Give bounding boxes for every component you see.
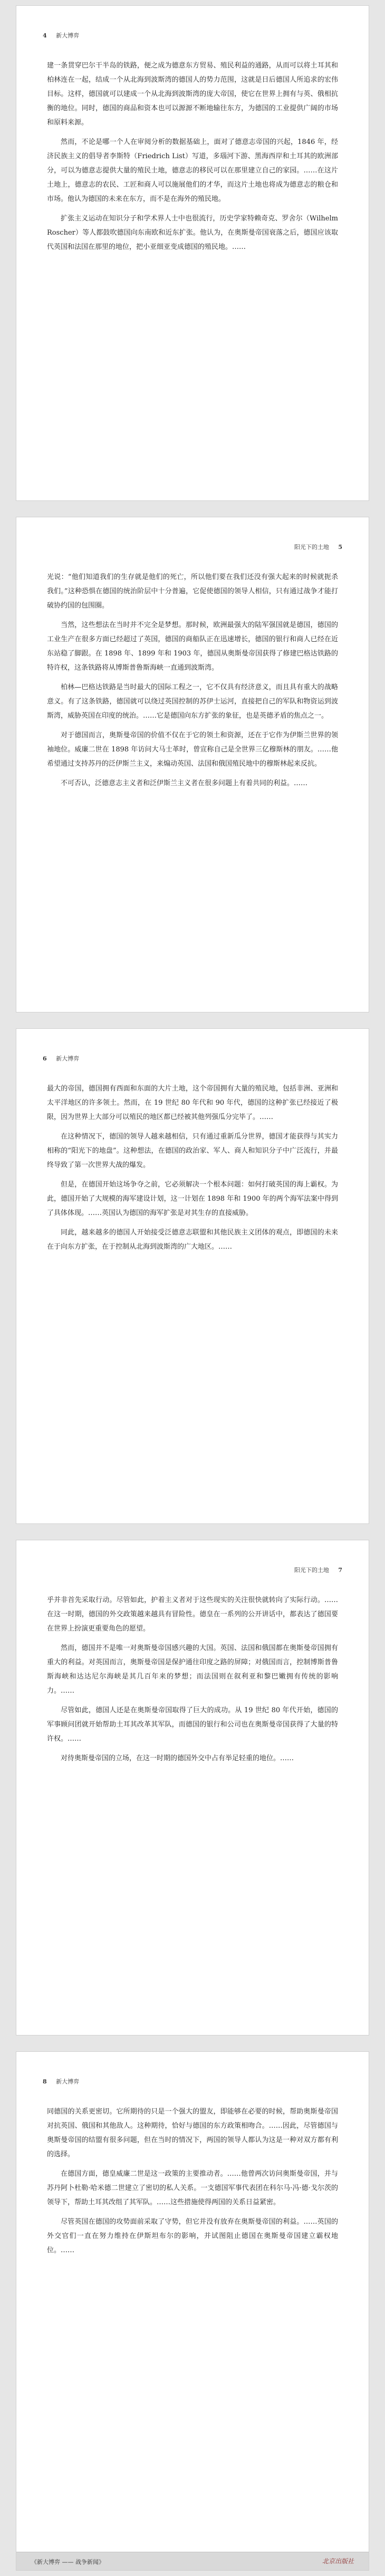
paragraph: 乎并非首先采取行动。尽管如此，护着主义者对于这些现实的关注很快就转向了实际行动。……在这一时期，德国的外交政策越来越具有冒险性。德皇在一系列的公开讲话中，都表达了德国要在世界上扮演更重要角色的愿望。 <box>47 1596 338 1633</box>
page-4 <box>16 1540 369 2035</box>
paragraph: 柏林—巴格达铁路是当时最大的国际工程之一，它不仅具有经济意义，而且具有重大的战略意义。有了这条铁路，德国就可以绕过英国控制的苏伊士运河，直接把自己的军队和物资运到波斯湾，威胁英国在印度的统治。……它是德国向东方扩张的象征，也是英德矛盾的焦点之一。 <box>47 683 338 720</box>
paragraph: 最大的帝国，德国拥有西面和东面的大片土地，这个帝国拥有大量的殖民地，包括非洲、亚洲和太平洋地区的许多领土。然而，在 19 世纪 80 年代和 90 年代，德国的这种扩张已经接近了极限，因为世界上大部分可以殖民的地区都已经被其他列强瓜分完毕了。…… <box>47 1085 338 1121</box>
book-footer-title: 《新大博弈 —— 战争新闻》 <box>31 2559 104 2565</box>
page-header <box>43 31 342 40</box>
page-header <box>43 1054 342 1063</box>
running-head: 阳光下的土地 <box>294 1567 329 1574</box>
page-body <box>47 570 338 796</box>
paragraph: 对于德国而言，奥斯曼帝国的价值不仅在于它的领土和资源，还在于它作为伊斯兰世界的领袖地位。威廉二世在 1898 年访问大马士革时，曾宣称自己是全世界三亿穆斯林的朋友。……他希望通过支持苏丹的泛伊斯兰主义，来煽动英国、法国和俄国殖民地中的穆斯林起来反抗。 <box>47 731 338 768</box>
page-3 <box>16 1028 369 1524</box>
running-head: 阳光下的土地 <box>294 544 329 551</box>
page-header <box>43 543 342 551</box>
page-header <box>43 2077 342 2086</box>
paragraph: 同德国的关系更密切。它所期待的只是一个强大的盟友，即能够在必要的时候，帮助奥斯曼帝国对抗英国、俄国和其他敌人。这种期待，恰好与德国的东方政策相吻合。……因此，尽管德国与奥斯曼帝国的结盟有很多问题，但在当时的情况下，两国的领导人都认为这是一种对双方都有利的选择。 <box>47 2108 338 2158</box>
running-head: 新大博弈 <box>56 2078 80 2085</box>
paragraph: 建一条贯穿巴尔干半岛的铁路，便之成为德意东方贸易、殖民利益的通路，从而可以将土耳其和柏林连在一起，结成一个从北海到波斯湾的德国人的势力范围，这就是日后德国人所追求的宏伟目标。这样，德国就可以建成一个从北海到波斯湾的庞大帝国，使它在世界上拥有与英、俄相抗衡的地位。同时，德国的商品和资本也可以源源不断地输往东方，为德国的工业提供广阔的市场和原料来源。 <box>47 62 338 127</box>
running-head: 新大博弈 <box>56 32 80 39</box>
paragraph: 扩张主义运动在知识分子和学术界人士中也很流行，历史学家特赖奇克、罗舍尔（Wilhelm Roscher）等人都鼓吹德国向东南欧和近东扩张。他认为，在奥斯曼帝国衰落之后，德国应该取代英国和法国在那里的地位，把小亚细亚变成德国的殖民地。…… <box>47 215 338 251</box>
page-body <box>47 2105 338 2263</box>
page-footer <box>16 2552 369 2570</box>
page-number: 4 <box>43 32 47 39</box>
paragraph: 尽管如此，德国人还是在奥斯曼帝国取得了巨大的成功。从 19 世纪 80 年代开始，德国的军事顾问团就开始帮助土耳其改革其军队，而德国的银行和公司也在奥斯曼帝国获得了大量的特许权。…… <box>47 1706 338 1743</box>
paragraph: 同此，越来越多的德国人开始接受泛德意志联盟和其他民族主义团体的观点，即德国的未来在于向东方扩张，在于控制从北海到波斯湾的广大地区。…… <box>47 1229 338 1251</box>
paragraph: 光说：“他们知道我们的生存就是他们的死亡，所以他们要在我们还没有强大起来的时候就扼杀我们。”这种恐惧在德国的统治阶层中十分普遍，它促使德国的领导人相信，只有通过战争才能打破协约国的包围圈。 <box>47 573 338 610</box>
page-number: 8 <box>43 2078 47 2085</box>
page-2 <box>16 517 369 1012</box>
paragraph: 尽管英国在德国的攻势面前采取了守势，但它并没有放弃在奥斯曼帝国的利益。……英国的外交官们一直在努力维持在伊斯坦布尔的影响，并试图阻止德国在奥斯曼帝国建立霸权地位。…… <box>47 2218 338 2254</box>
page-body <box>47 59 338 259</box>
page-number: 6 <box>43 1055 47 1062</box>
paragraph: 然而，不论是哪一个人在审阅分析的数据基础上，面对了德意志帝国的兴起，1846 年，经济民族主义的倡导者李斯特（Friedrich List）写道，多瑙河下游、黑海西岸和土耳其的欧洲部分，可以为德意志提供大量的殖民土地，德意志的移民可以在那里建立自己的家园。……在这片土地上，德意志的农民、工匠和商人可以施展他们的才华，而这片土地也将成为德意志的粮仓和市场。他认为德国的未来在东方，而不是在海外的殖民地。 <box>47 138 338 203</box>
running-head: 新大博弈 <box>56 1055 80 1062</box>
page-body <box>47 1082 338 1259</box>
page-header <box>43 1566 342 1574</box>
paragraph: 对待奥斯曼帝国的立场，在这一时期的德国外交中占有举足轻重的地位。…… <box>61 1754 294 1762</box>
paragraph: 然而，德国并不是唯一对奥斯曼帝国感兴趣的大国。英国、法国和俄国都在奥斯曼帝国拥有重大的利益。对英国而言，奥斯曼帝国是保护通往印度之路的屏障；对俄国而言，控制博斯普鲁斯海峡和达达尼尔海峡是其几百年来的梦想；而法国则在叙利亚和黎巴嫩拥有传统的影响力。…… <box>47 1644 338 1695</box>
page-1 <box>16 5 369 501</box>
paragraph: 不可否认，泛德意志主义者和泛伊斯兰主义者在很多问题上有着共同的利益。…… <box>61 779 308 787</box>
page-number: 5 <box>338 544 342 551</box>
page-number: 7 <box>338 1567 342 1574</box>
paragraph: 当然，这些想法在当时并不完全是梦想。那时候，欧洲最强大的陆军强国就是德国，德国的工业生产在很多方面已经超过了英国，德国的商船队正在迅速增长，德国的银行和商人已经在近东站稳了脚跟。在 1898 年、1899 年和 1903 年，德国从奥斯曼帝国获得了修建巴格达铁路的特许权，这条铁路将从博斯普鲁斯海峡一直通到波斯湾。 <box>47 621 338 672</box>
publisher-logo: 北京出版社 <box>322 2558 354 2565</box>
paragraph: 在这种情况下，德国的领导人越来越相信，只有通过重新瓜分世界，德国才能获得与其实力相称的“阳光下的地盘”。这种想法，在德国的政治家、军人、商人和知识分子中广泛流行，并最终导致了第一次世界大战的爆发。 <box>47 1133 338 1169</box>
paragraph: 在德国方面，德皇威廉二世是这一政策的主要推动者。……他曾两次访问奥斯曼帝国，并与苏丹阿卜杜勒·哈米德二世建立了密切的私人关系。一支德国军事代表团在科尔马·冯·德·戈尔茨的领导下，帮助土耳其改组了其军队。……这些措施使得两国的关系日益紧密。 <box>47 2170 338 2206</box>
page-5 <box>16 2051 369 2571</box>
paragraph: 但是，在德国开始这场争夺之前，它必须解决一个根本问题：如何打破英国的海上霸权。为此，德国开始了大规模的海军建设计划，这一计划在 1898 年和 1900 年的两个海军法案中得到了具体体现。……英国认为德国的海军扩张是对其生存的直接威胁。 <box>47 1181 338 1217</box>
page-body <box>47 1593 338 1771</box>
